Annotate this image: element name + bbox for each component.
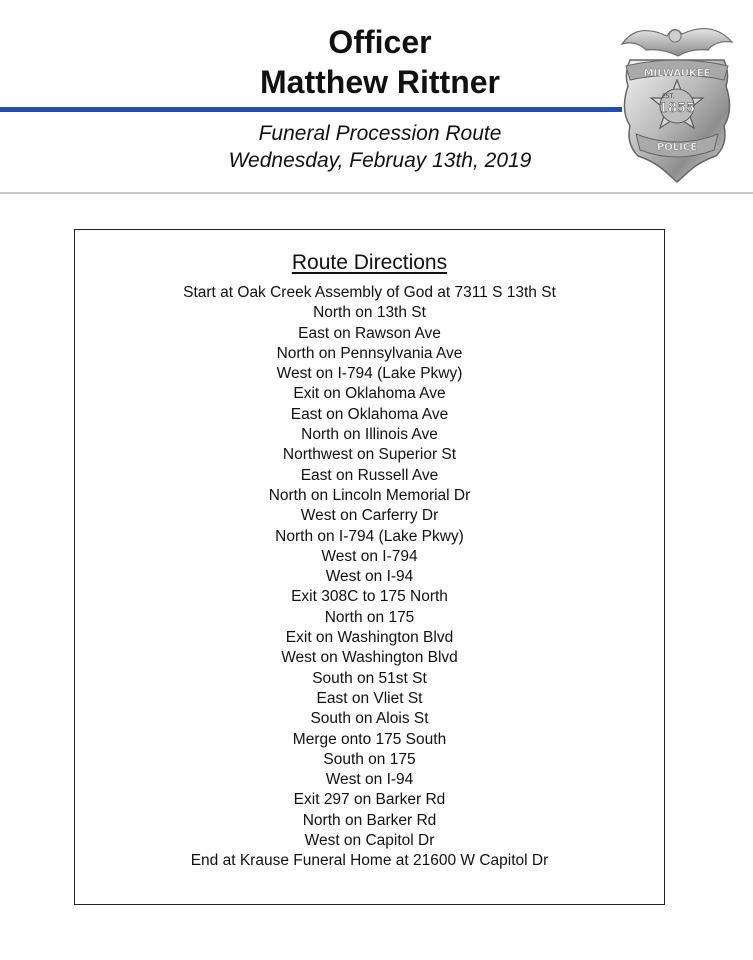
route-step: North on I-794 (Lake Pkwy) xyxy=(275,527,464,545)
route-step: Exit on Washington Blvd xyxy=(285,629,454,647)
route-step: West on I-794 (Lake Pkwy) xyxy=(276,365,463,383)
route-step: East on Oklahoma Ave xyxy=(290,405,449,423)
route-step: South on 51st St xyxy=(312,669,427,687)
route-step: East on Rawson Ave xyxy=(298,324,441,342)
header-gray-divider xyxy=(0,192,753,194)
route-step: West on I-794 xyxy=(321,547,418,565)
badge-seal-text: EST. xyxy=(662,93,675,100)
route-step: West on I-94 xyxy=(325,568,414,586)
route-step: Exit on Oklahoma Ave xyxy=(293,385,446,403)
route-step: North on 175 xyxy=(324,608,415,626)
route-step: South on 175 xyxy=(323,750,416,768)
route-step: North on Pennsylvania Ave xyxy=(276,344,463,362)
route-step: North on Barker Rd xyxy=(302,811,437,829)
route-step: Start at Oak Creek Assembly of God at 7311 S 13th St xyxy=(183,284,556,301)
police-badge-icon xyxy=(612,14,742,186)
route-step: West on Capitol Dr xyxy=(304,832,435,850)
badge-top-text: MILWAUKEE xyxy=(643,68,711,79)
route-step: West on I-94 xyxy=(325,771,414,789)
route-step: Exit 308C to 175 North xyxy=(291,588,448,606)
route-step: East on Vliet St xyxy=(316,689,423,707)
route-steps-list xyxy=(75,283,664,872)
route-step: West on Carferry Dr xyxy=(300,507,439,525)
route-step: Northwest on Superior St xyxy=(282,446,457,464)
route-step: End at Krause Funeral Home at 21600 W Capitol Dr xyxy=(190,852,549,870)
route-step: North on Illinois Ave xyxy=(301,426,438,444)
route-step: North on 13th St xyxy=(313,304,426,322)
route-step: Merge onto 175 South xyxy=(292,730,447,748)
badge-center-text: 1855 xyxy=(658,101,696,116)
route-directions-heading: Route Directions xyxy=(291,251,448,274)
route-step: West on Washington Blvd xyxy=(281,649,458,667)
badge-bottom-text: POLICE xyxy=(656,142,698,153)
page-title-line1: Officer xyxy=(328,24,432,60)
header-blue-divider xyxy=(0,107,622,112)
route-step: East on Russell Ave xyxy=(300,466,439,484)
route-directions-box xyxy=(74,229,665,905)
route-step: Exit 297 on Barker Rd xyxy=(293,791,446,809)
page-title-line2: Matthew Rittner xyxy=(260,64,500,100)
route-step: North on Lincoln Memorial Dr xyxy=(268,486,471,504)
route-step: South on Alois St xyxy=(310,710,429,728)
subtitle-date: Wednesday, Februay 13th, 2019 xyxy=(228,149,532,172)
subtitle-event: Funeral Procession Route xyxy=(258,122,502,145)
